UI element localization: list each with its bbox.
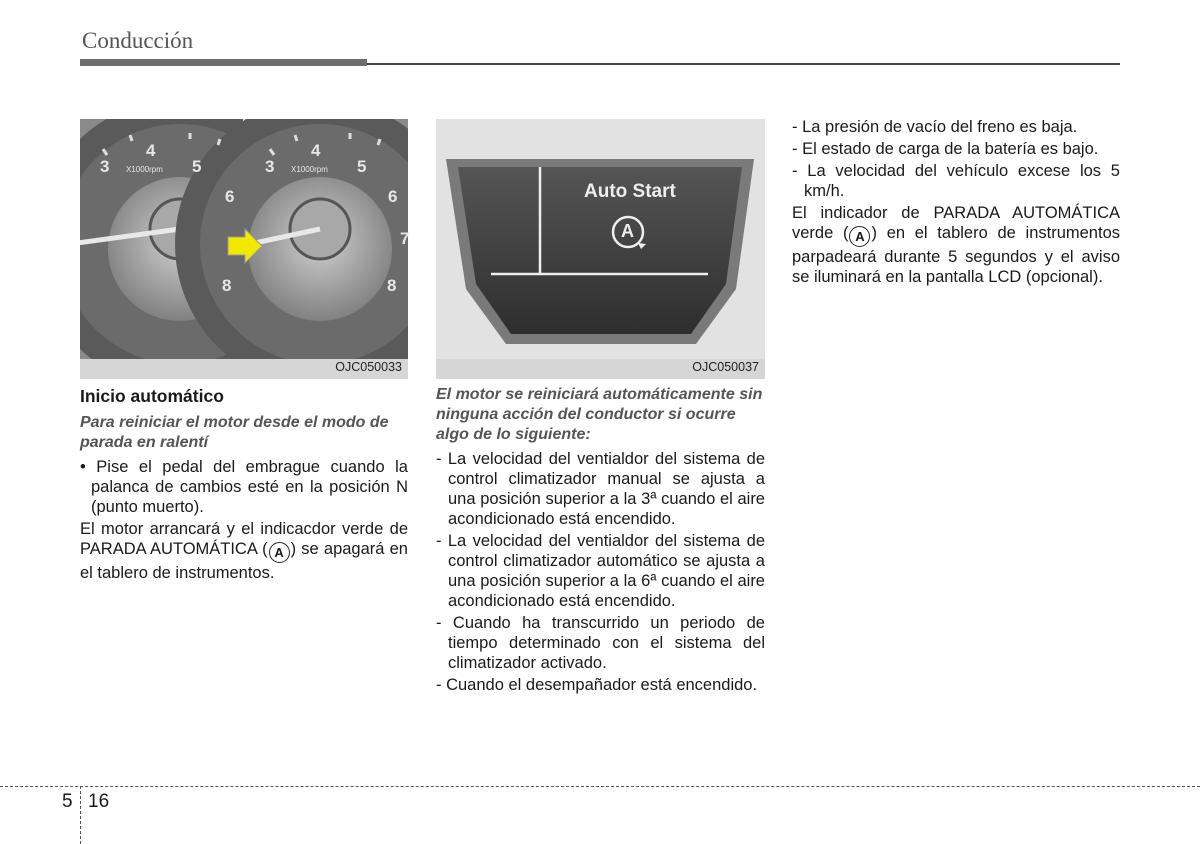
dial-number: 4 bbox=[146, 141, 156, 160]
footer-dotted-divider bbox=[80, 786, 81, 844]
paragraph-text: El motor arrancará y el indicacdor verde de PARADA AUTOMÁTICA ( bbox=[80, 520, 408, 558]
dial-number: 5 bbox=[357, 157, 367, 176]
list-item: - La velocidad del vehículo excese los 5 km/h. bbox=[792, 162, 1120, 200]
list-item: - La velocidad del ventialdor del sistema de control climatizador manual se ajusta a una posición superior a la 3ª cuando el aire acondicionado está encendido. bbox=[436, 450, 765, 528]
dial-number: 8 bbox=[387, 276, 397, 295]
footer-dotted-rule bbox=[0, 786, 1200, 787]
dial-number: 8 bbox=[222, 276, 232, 295]
dial-number: 3 bbox=[100, 157, 110, 176]
list-item: - Cuando ha transcurrido un periodo de tiempo determinado con el sistema del climatizador activado. bbox=[436, 614, 765, 672]
header-rule-thin bbox=[367, 63, 1120, 65]
bullet-item: • Pise el pedal del embrague cuando la palanca de cambios esté en la posición N (punto muerto). bbox=[80, 458, 408, 516]
column-1 bbox=[80, 385, 408, 585]
column-2 bbox=[436, 385, 765, 697]
dial-number: 5 bbox=[192, 157, 202, 176]
paragraph-text: ) en el tablero de instrumentos parpadeará durante 5 segundos y el aviso se iluminará en la pantalla LCD (opcional). bbox=[792, 224, 1120, 286]
list-item: - La velocidad del ventialdor del sistema de control climatizador automático se ajusta a una posición superior a la 6ª cuando el aire acondicionado está encendido. bbox=[436, 532, 765, 610]
paragraph bbox=[792, 203, 1120, 287]
paragraph-text: ) se apagará en el tablero de instrumentos. bbox=[80, 540, 408, 582]
rpm-label: X1000rpm bbox=[291, 165, 328, 174]
dial-number: 4 bbox=[311, 141, 321, 160]
paragraph bbox=[80, 519, 408, 583]
dial-number: 7 bbox=[400, 229, 410, 248]
list-item: - Cuando el desempañador está encendido. bbox=[436, 676, 758, 694]
auto-stop-indicator-icon: A bbox=[269, 542, 290, 563]
page-header-title: Conducción bbox=[82, 28, 194, 53]
auto-stop-indicator-icon: A bbox=[849, 226, 870, 247]
list-item: - La presión de vacío del freno es baja. bbox=[792, 118, 1078, 136]
button-label: Auto Start bbox=[584, 181, 676, 202]
page-number: 16 bbox=[88, 791, 110, 812]
figure-code: OJC050033 bbox=[335, 360, 402, 374]
dial-number: 6 bbox=[225, 187, 235, 206]
figure-code: OJC050037 bbox=[692, 360, 759, 374]
section-subheading: Para reiniciar el motor desde el modo de parada en ralentí bbox=[80, 414, 389, 451]
dial-number: 6 bbox=[388, 187, 398, 206]
auto-start-button-illustration bbox=[436, 119, 765, 359]
icon-letter: A bbox=[621, 221, 634, 241]
chapter-number: 5 bbox=[62, 791, 73, 812]
column-3 bbox=[792, 117, 1120, 289]
dial-number: 3 bbox=[265, 157, 275, 176]
tachometer-illustration bbox=[80, 119, 408, 359]
section-subheading: El motor se reiniciará automáticamente sin ninguna acción del conductor si ocurre algo de lo siguiente: bbox=[436, 386, 763, 443]
rpm-label: X1000rpm bbox=[126, 165, 163, 174]
paragraph-text: El indicador de PARADA AUTOMÁTICA verde ( bbox=[792, 204, 1120, 242]
header-rule-thick bbox=[80, 59, 367, 66]
tachometer-figure bbox=[80, 119, 408, 379]
section-heading: Inicio automático bbox=[80, 386, 224, 406]
auto-start-figure bbox=[436, 119, 765, 379]
list-item: - El estado de carga de la batería es bajo. bbox=[792, 140, 1099, 158]
